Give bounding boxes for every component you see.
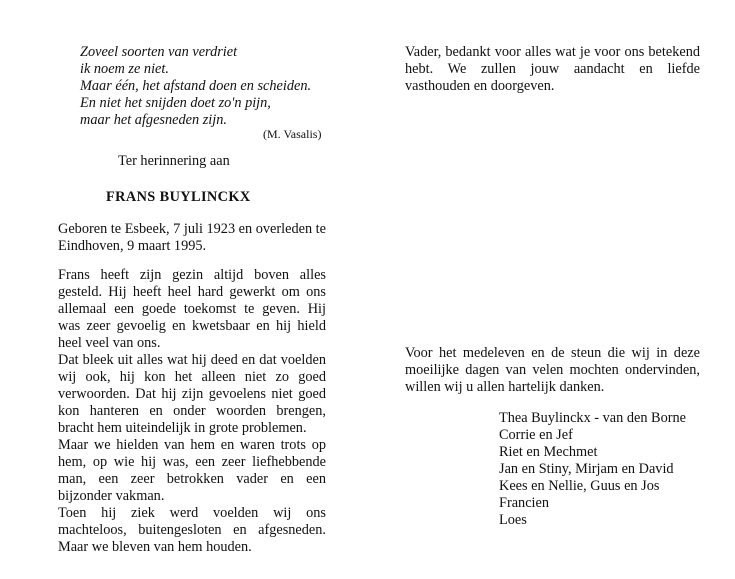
poem: [80, 44, 311, 129]
birth-death-info: Geboren te Esbeek, 7 juli 1923 en overleden te Eindhoven, 9 maart 1995.: [58, 221, 326, 254]
poem-line: Zoveel soorten van verdriet: [80, 44, 238, 60]
poem-line: En niet het snijden doet zo'n pijn,: [80, 95, 271, 111]
dedication: Ter herinnering aan: [118, 153, 230, 169]
signature-line: Kees en Nellie, Guus en Jos: [499, 478, 660, 494]
biography-paragraph: Maar we hielden van hem en waren trots op hem, op wie hij was, een zeer liefhebbende man, een zeer betrokken vader en een bijzonder vakman.: [58, 437, 326, 504]
signature-line: Corrie en Jef: [499, 427, 573, 443]
signature-line: Thea Buylinckx - van den Borne: [499, 410, 686, 426]
poem-author: (M. Vasalis): [263, 127, 322, 141]
biography: [58, 267, 326, 556]
biography-paragraph: Dat bleek uit alles wat hij deed en dat voelden wij ook, hij kon het alleen niet zo goed verwoorden. Dat hij zijn gevoelens niet goed kon hanteren en onder woorden brengen, bracht hem uiteindelijk in grote problemen.: [58, 352, 326, 436]
biography-paragraph: Toen hij ziek werd voelden wij ons machteloos, buitengesloten en afgesneden. Maar we bleven van hem houden.: [58, 505, 326, 555]
signatures: [499, 410, 686, 529]
thanks-to-father: Vader, bedankt voor alles wat je voor ons betekend hebt. We zullen jouw aandacht en liefde vasthouden en doorgeven.: [405, 44, 700, 94]
poem-line: maar het afgesneden zijn.: [80, 112, 227, 128]
signature-line: Jan en Stiny, Mirjam en David: [499, 461, 674, 477]
deceased-name: FRANS BUYLINCKX: [106, 189, 251, 205]
signature-line: Francien: [499, 495, 550, 511]
thanks-to-readers: Voor het medeleven en de steun die wij in deze moeilijke dagen van velen mochten ondervinden, willen wij u allen hartelijk danken.: [405, 345, 700, 395]
signature-line: Riet en Mechmet: [499, 444, 598, 460]
poem-line: ik noem ze niet.: [80, 61, 169, 77]
biography-paragraph: Frans heeft zijn gezin altijd boven alles gesteld. Hij heeft heel hard gewerkt om ons allemaal een goede toekomst te geven. Hij was zeer gevoelig en kwetsbaar en hij hield heel veel van ons.: [58, 267, 326, 351]
signature-line: Loes: [499, 512, 527, 528]
poem-line: Maar één, het afstand doen en scheiden.: [80, 78, 312, 94]
